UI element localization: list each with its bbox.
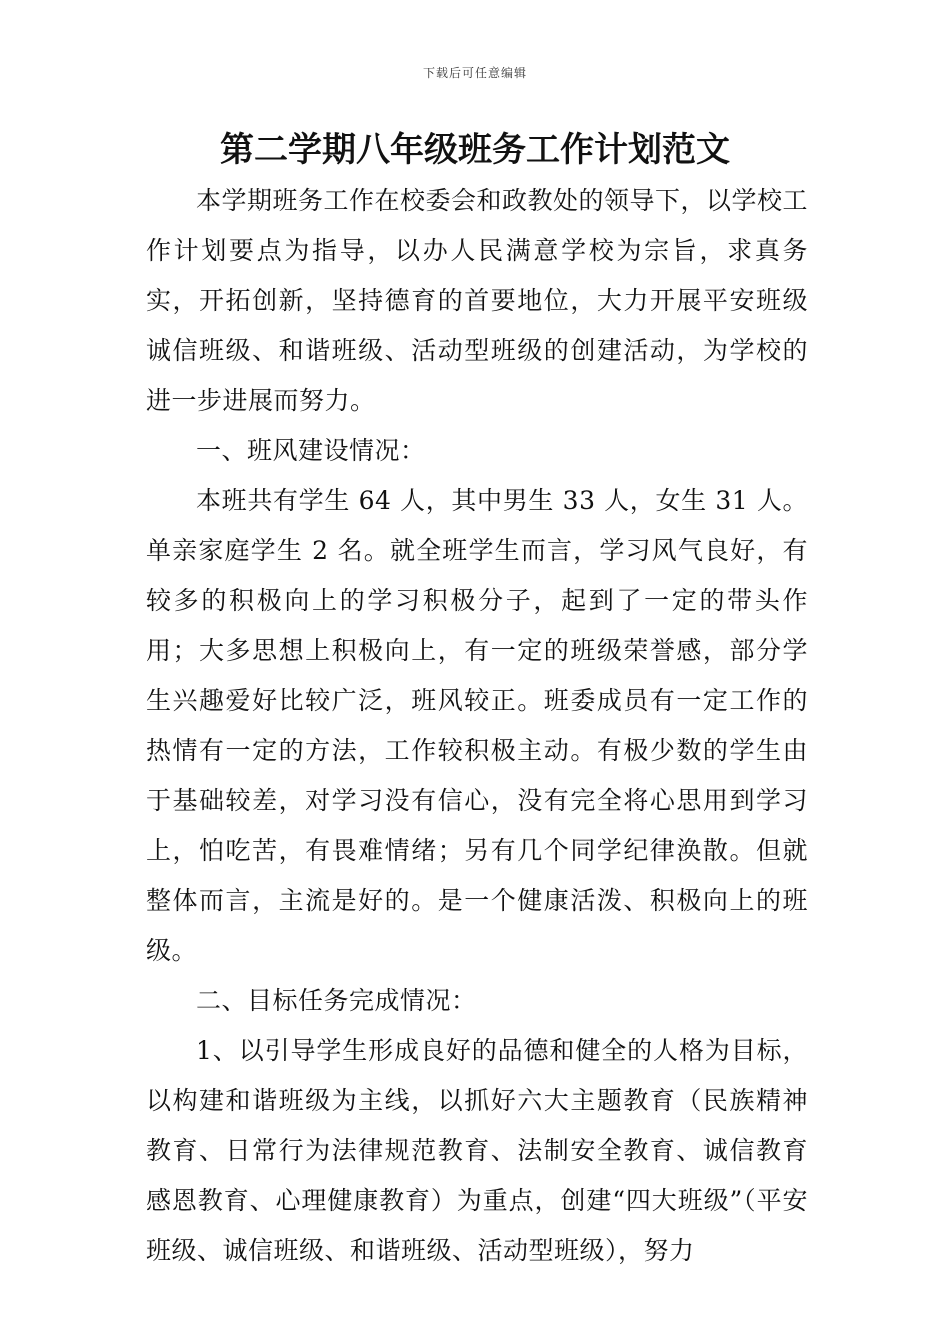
section-heading-goals: 二、目标任务完成情况： xyxy=(196,986,477,1015)
document-title: 第二学期八年级班务工作计划范文 xyxy=(220,130,730,170)
document-body xyxy=(146,176,808,1276)
section-heading-class-style: 一、班风建设情况： xyxy=(196,436,426,465)
paragraph-class-situation: 本班共有学生 64 人，其中男生 33 人，女生 31 人。单亲家庭学生 2 名。就全班学生而言，学习风气良好，有较多的积极向上的学习积极分子，起到了一定的带头作用；大多思想上积极向上，有一定的班级荣誉感，部分学生兴趣爱好比较广泛，班风较正。班委成员有一定工作的热情有一定的方法，工作较积极主动。有极少数的学生由于基础较差，对学习没有信心，没有完全将心思用到学习上，怕吃苦，有畏难情绪；另有几个同学纪律涣散。但就整体而言，主流是好的。是一个健康活泼、积极向上的班级。 xyxy=(146,486,808,965)
paragraph-goal-1: 1、以引导学生形成良好的品德和健全的人格为目标，以构建和谐班级为主线，以抓好六大主题教育（民族精神教育、日常行为法律规范教育、法制安全教育、诚信教育感恩教育、心理健康教育）为重点，创建“四大班级”（平安班级、诚信班级、和谐班级、活动型班级），努力 xyxy=(146,1036,808,1265)
header-note: 下载后可任意编辑 xyxy=(422,66,527,80)
paragraph-intro: 本学期班务工作在校委会和政教处的领导下，以学校工作计划要点为指导，以办人民满意学校为宗旨，求真务实，开拓创新，坚持德育的首要地位，大力开展平安班级诚信班级、和谐班级、活动型班级的创建活动，为学校的进一步进展而努力。 xyxy=(146,186,809,415)
